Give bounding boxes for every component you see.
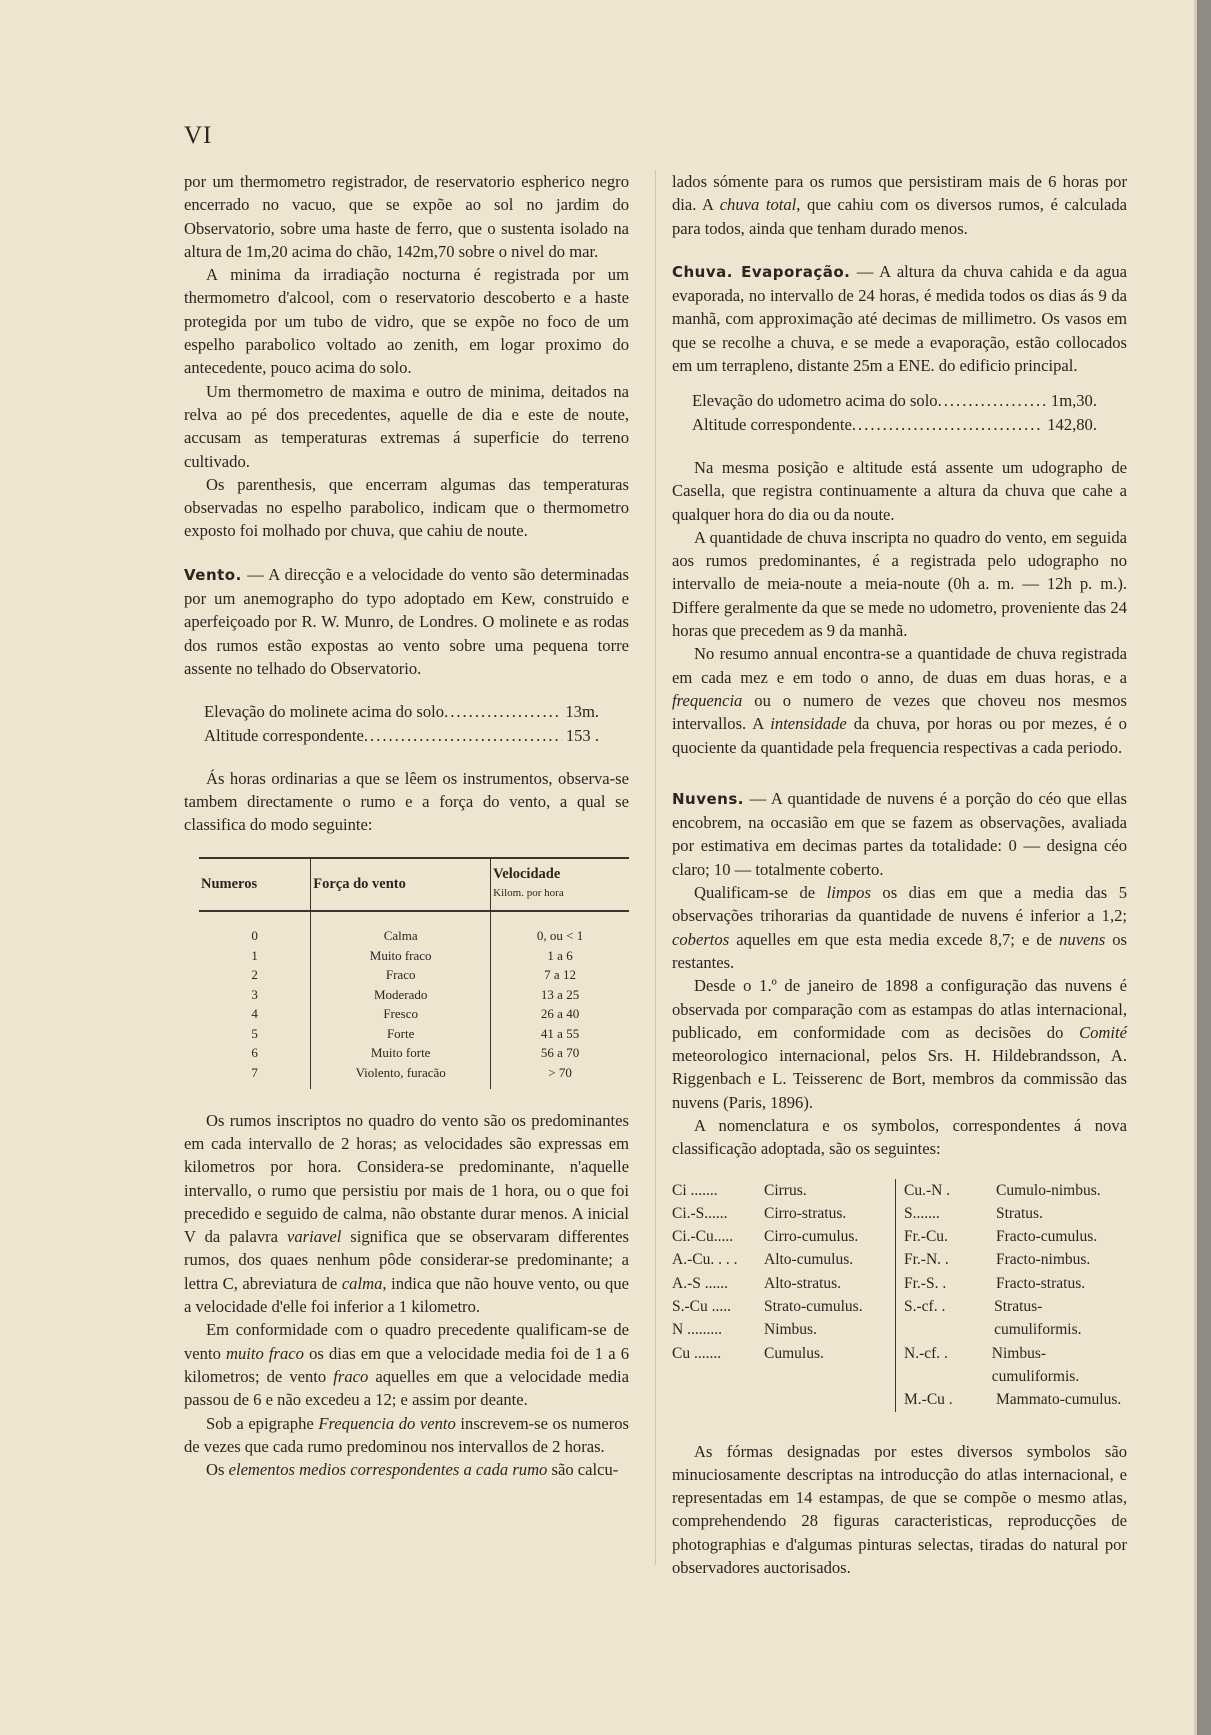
paragraph: Na mesma posição e altitude está assente um udographo de Casella, que registra continuamente a altura da chuva que cahe a qualquer hora do dia ou da noute. bbox=[672, 457, 1127, 524]
cloud-name: Cirrus. bbox=[764, 1181, 807, 1199]
cloud-classification-list bbox=[672, 1179, 1127, 1412]
cloud-name: Strato-cumulus. bbox=[764, 1298, 863, 1316]
text-run: os restantes. bbox=[672, 929, 1127, 972]
cell-velocidade: 13 a 25 bbox=[540, 986, 580, 1002]
cloud-list-left bbox=[672, 1179, 895, 1412]
column-divider bbox=[655, 170, 656, 1565]
col-header-velocidade-unit: Kilom. por hora bbox=[493, 887, 564, 900]
cloud-symbol: Fr.-S. . bbox=[904, 1274, 947, 1292]
section-heading: Chuva. Evaporação. bbox=[672, 262, 851, 281]
cloud-entry bbox=[672, 1225, 895, 1248]
paragraph bbox=[672, 642, 1127, 758]
col-header-velocidade-label: Velocidade bbox=[493, 865, 561, 882]
section-heading: Vento. bbox=[184, 565, 242, 584]
section-text: — A quantidade de nuvens é a porção do céo que ellas encobrem, na occasião em que se fazem as observações, avaliada por estimativa em decimas partes da totalidade: 0 — designa céo claro; 10 — totalmente coberto. bbox=[672, 788, 1127, 879]
table-row bbox=[199, 1043, 629, 1063]
cloud-name: Fracto-nimbus. bbox=[996, 1251, 1091, 1269]
spacer bbox=[184, 680, 629, 700]
section-heading: Nuvens. bbox=[672, 789, 744, 808]
cloud-name: Alto-stratus. bbox=[764, 1274, 842, 1292]
page-edge-shade bbox=[1194, 0, 1197, 1735]
cloud-name: Stratus-cumuliformis. bbox=[994, 1298, 1082, 1339]
cloud-entry bbox=[672, 1248, 895, 1271]
cell-forca: Moderado bbox=[311, 985, 491, 1005]
cell-velocidade: 41 a 55 bbox=[540, 1025, 580, 1041]
table-row bbox=[199, 946, 629, 966]
cloud-name: Fracto-cumulus. bbox=[996, 1228, 1098, 1246]
cloud-list-right bbox=[895, 1179, 1127, 1412]
cell-forca: Violento, furacão bbox=[311, 1063, 491, 1089]
spec-row bbox=[204, 724, 599, 747]
cloud-name: Cirro-cumulus. bbox=[764, 1228, 859, 1246]
spacer bbox=[184, 1089, 629, 1109]
cloud-symbol: M.-Cu . bbox=[904, 1391, 953, 1409]
cloud-symbol: Ci ....... bbox=[672, 1181, 718, 1199]
cell-numero: 2 bbox=[251, 967, 258, 983]
spacer bbox=[672, 759, 1127, 787]
text-run: No resumo annual encontra-se a quantidade de chuva registrada em cada mez e em todo o anno, de duas em duas horas, e a bbox=[672, 644, 1127, 687]
italic-term: chuva total bbox=[719, 195, 797, 215]
cell-velocidade: 1 a 6 bbox=[547, 947, 573, 963]
table-row bbox=[199, 965, 629, 985]
page-edge bbox=[1197, 0, 1211, 1735]
cloud-entry bbox=[904, 1272, 1127, 1295]
cloud-entry bbox=[672, 1295, 895, 1318]
cloud-entry bbox=[904, 1248, 1127, 1271]
spec-label: Altitude correspondente bbox=[204, 725, 364, 745]
text-run: meteorologico internacional, pelos Srs. H. Hildebrandsson, A. Riggenbach e L. Teisserenc de Bort, membros da commissão das nuvens (Paris, 1896). bbox=[672, 1046, 1127, 1112]
text-run: Os rumos inscriptos no quadro do vento são os predominantes em cada intervallo de 2 horas; as velocidades são expressas em kilometros por hora. Considera-se predominante, n'aquelle intervallo, o rumo que persistiu por mais de 1 hora, ou o que foi precedido e seguido de calma, não obstante durar menos. A inicial V da palavra bbox=[184, 1110, 629, 1247]
cloud-symbol: Cu ....... bbox=[672, 1344, 722, 1362]
spec-value: 1m,30. bbox=[1050, 391, 1097, 411]
text-run: inscrevem-se os numeros de vezes que cada rumo predominou nos intervallos de 2 horas. bbox=[184, 1413, 629, 1456]
cloud-symbol: Ci.-Cu..... bbox=[672, 1228, 734, 1246]
cloud-name: Fracto-stratus. bbox=[996, 1274, 1086, 1292]
section-chuva bbox=[672, 260, 1127, 377]
cell-numero: 6 bbox=[251, 1045, 258, 1061]
cell-numero: 3 bbox=[251, 986, 258, 1002]
cloud-symbol: Ci.-S...... bbox=[672, 1204, 728, 1222]
spec-row bbox=[204, 700, 599, 723]
text-run: aquelles em que a velocidade media passou de 6 e não excedeu a 12; e assim por deante. bbox=[184, 1366, 629, 1410]
cloud-entry bbox=[904, 1202, 1127, 1225]
text-run: os dias em que a media das 5 observações trihorarias da quantidade de nuvens é inferior a 1,2; bbox=[672, 883, 1127, 926]
cell-forca: Calma bbox=[311, 911, 491, 946]
table-row bbox=[199, 1004, 629, 1024]
page-number: VI bbox=[184, 122, 213, 149]
text-run: Desde o 1.º de janeiro de 1898 a configuração das nuvens é observada por comparação com as estampas do atlas internacional, publicado, em conformidade com as decisões do bbox=[672, 976, 1127, 1042]
cell-forca: Fraco bbox=[311, 965, 491, 985]
text-run: aquelles em que esta media excede 8,7; e de bbox=[729, 929, 1060, 949]
italic-term: variavel bbox=[286, 1227, 342, 1247]
text-run: lados sómente para os rumos que persistiram mais de 6 horas por dia. A bbox=[672, 172, 1127, 215]
spacer bbox=[184, 543, 629, 563]
paragraph bbox=[184, 1412, 629, 1459]
cell-velocidade: 56 a 70 bbox=[540, 1045, 580, 1061]
cloud-entry bbox=[672, 1272, 895, 1295]
cell-numero: 0 bbox=[251, 927, 258, 943]
section-text: — A altura da chuva cahida e da agua evaporada, no intervallo de 24 horas, é medida todos os dias ás 9 da manhã, com approximação até decimas de millimetro. Os vasos em que se recolhe a chuva, e se mede a evaporação, estão collocados em um terrapleno, distante 25m a ENE. do edificio principal. bbox=[672, 261, 1127, 376]
spec-label: Elevação do udometro acima do solo bbox=[692, 391, 938, 411]
cell-velocidade: 26 a 40 bbox=[540, 1006, 580, 1022]
cloud-entry bbox=[904, 1388, 1127, 1411]
italic-term: Frequencia do vento bbox=[318, 1413, 456, 1433]
cloud-symbol: Fr.-N. . bbox=[904, 1251, 949, 1269]
paragraph bbox=[184, 1458, 629, 1481]
cell-numero: 1 bbox=[251, 947, 258, 963]
text-run: Em conformidade com o quadro precedente qualificam-se de vento bbox=[184, 1320, 629, 1363]
paragraph: A nomenclatura e os symbolos, correspondentes á nova classificação adoptada, são os seguintes: bbox=[672, 1115, 1127, 1159]
cloud-entry bbox=[672, 1318, 895, 1341]
spacer bbox=[672, 1412, 1127, 1440]
spec-label: Altitude correspondente bbox=[692, 414, 852, 434]
cell-forca: Fresco bbox=[311, 1004, 491, 1024]
italic-term: elementos medios correspondentes a cada rumo bbox=[228, 1460, 548, 1480]
paragraph bbox=[672, 881, 1127, 974]
cloud-name: Alto-cumulus. bbox=[764, 1251, 854, 1269]
cloud-symbol: N ......... bbox=[672, 1321, 722, 1339]
col-header-numeros: Numeros bbox=[199, 858, 311, 911]
italic-term: muito fraco bbox=[226, 1343, 304, 1363]
table-row bbox=[199, 1063, 629, 1089]
italic-term: intensidade bbox=[770, 714, 847, 734]
udometro-specs bbox=[692, 389, 1097, 436]
italic-term: fraco bbox=[333, 1366, 369, 1386]
cloud-entry bbox=[904, 1295, 1127, 1342]
cloud-symbol: S.-Cu ..... bbox=[672, 1298, 731, 1316]
spacer bbox=[672, 1161, 1127, 1175]
cell-velocidade: > 70 bbox=[548, 1065, 572, 1081]
table-row bbox=[199, 911, 629, 946]
cloud-symbol: S.-cf. . bbox=[904, 1298, 946, 1316]
cloud-entry bbox=[672, 1179, 895, 1202]
col-header-velocidade bbox=[491, 858, 629, 911]
molinete-specs bbox=[204, 700, 599, 747]
section-vento bbox=[184, 563, 629, 680]
paragraph: Um thermometro de maxima e outro de minima, deitados na relva ao pé dos precedentes, aquelle de dia e este de noute, accusam as temperaturas extremas á superficie do terreno cultivado. bbox=[184, 381, 629, 471]
cloud-symbol: N.-cf. . bbox=[904, 1344, 948, 1362]
left-column bbox=[184, 170, 629, 1481]
cloud-entry bbox=[672, 1202, 895, 1225]
table-row bbox=[199, 1024, 629, 1044]
cell-forca: Forte bbox=[311, 1024, 491, 1044]
italic-term: nuvens bbox=[1059, 929, 1106, 949]
col-header-forca: Força do vento bbox=[311, 858, 491, 911]
cloud-entry bbox=[904, 1225, 1127, 1248]
spacer bbox=[184, 747, 629, 767]
spacer bbox=[184, 837, 629, 857]
cloud-symbol: A.-Cu. . . . bbox=[672, 1251, 738, 1269]
cell-velocidade: 7 a 12 bbox=[544, 967, 576, 983]
spacer bbox=[672, 436, 1127, 456]
italic-term: Comité bbox=[1079, 1022, 1127, 1042]
cell-numero: 7 bbox=[251, 1065, 258, 1081]
cloud-name: Nimbus-cumuliformis. bbox=[991, 1344, 1080, 1385]
spec-value: 153 . bbox=[565, 725, 599, 745]
text-run: Sob a epigraphe bbox=[206, 1413, 319, 1433]
wind-force-table bbox=[199, 857, 629, 1089]
paragraph: A minima da irradiação nocturna é registrada por um thermometro d'alcool, com o reservatorio descoberto e a haste protegida por um tubo de vidro, que se expõe no foco de um espelho parabolico voltado ao zenith, em logar proximo do antecedente, pouco acima do solo. bbox=[184, 265, 629, 378]
text-run: Qualificam-se de bbox=[694, 883, 827, 903]
leader-dots bbox=[444, 700, 561, 723]
text-run: , indica que não houve vento, ou que a velocidade d'elle foi inferior a 1 kilometro. bbox=[184, 1273, 629, 1317]
text-run: da chuva, por horas ou por mezes, é o quociente da quantidade pela frequencia respectivas a cada periodo. bbox=[672, 714, 1127, 757]
cell-forca: Muito forte bbox=[311, 1043, 491, 1063]
spec-value: 13m. bbox=[565, 702, 599, 722]
cloud-symbol: Cu.-N . bbox=[904, 1181, 951, 1199]
section-text: — A direcção e a velocidade do vento são determinadas por um anemographo do typo adoptado em Kew, construido e aperfeiçoado por R. W. Munro, de Londres. O molinete e as rodas dos rumos estão expostas ao vento sobre uma pequena torre assente no telhado do Observatorio. bbox=[184, 564, 629, 678]
cloud-symbol: S....... bbox=[904, 1204, 940, 1222]
text-run: são calcu- bbox=[547, 1460, 619, 1480]
cell-numero: 4 bbox=[251, 1006, 258, 1022]
spacer bbox=[672, 240, 1127, 260]
cloud-name: Nimbus. bbox=[764, 1321, 817, 1339]
cell-velocidade: 0, ou < 1 bbox=[536, 927, 584, 943]
italic-term: cobertos bbox=[672, 929, 730, 949]
spec-row bbox=[692, 413, 1097, 436]
text-run: , que cahiu com os diversos rumos, é calculada para todos, ainda que tenham durado menos. bbox=[672, 195, 1128, 238]
paragraph bbox=[184, 1109, 629, 1319]
cell-numero: 5 bbox=[251, 1025, 258, 1041]
cloud-name: Cirro-stratus. bbox=[764, 1204, 847, 1222]
paragraph: As fórmas designadas por estes diversos symbolos são minuciosamente descriptas na introducção do atlas internacional, e representadas em 14 estampas, de que se compõe o mesmo atlas, comprehendendo 28 figuras caracteristicas, reproducções de photographias e d'algumas pinturas selectas, tiradas do natural por observadores auctorisados. bbox=[672, 1441, 1127, 1578]
italic-term: limpos bbox=[826, 883, 871, 903]
cloud-name: Stratus. bbox=[996, 1204, 1043, 1222]
cloud-symbol: Fr.-Cu. bbox=[904, 1228, 948, 1246]
table-row bbox=[199, 985, 629, 1005]
cloud-symbol: A.-S ...... bbox=[672, 1274, 728, 1292]
cloud-entry bbox=[904, 1342, 1127, 1389]
cloud-entry bbox=[904, 1179, 1127, 1202]
leader-dots bbox=[852, 413, 1043, 436]
paragraph: Os parenthesis, que encerram algumas das temperaturas observadas no espelho parabolico, indicam que o thermometro exposto foi molhado por chuva, que cahiu de noute. bbox=[184, 474, 629, 541]
italic-term: frequencia bbox=[672, 690, 743, 710]
paragraph: A quantidade de chuva inscripta no quadro do vento, em seguida aos rumos predominantes, é a registrada pelo udographo no intervallo de meia-noute a meia-noute (0h a. m. — 12h p. m.). Differe geralmente da que se mede no udometro, proveniente das 24 horas que precedem as 9 da manhã. bbox=[672, 527, 1127, 641]
paragraph bbox=[672, 170, 1127, 240]
paragraph bbox=[672, 974, 1127, 1114]
cloud-name: Cumulus. bbox=[764, 1344, 824, 1362]
cell-forca: Muito fraco bbox=[311, 946, 491, 966]
text-run: ou o numero de vezes que choveu nos mesmos intervallos. A bbox=[672, 690, 1127, 734]
italic-term: calma bbox=[341, 1273, 383, 1293]
paragraph: por um thermometro registrador, de reservatorio espherico negro encerrado no vacuo, que se expõe ao sol no jardim do Observatorio, sobre uma haste de ferro, que o sustenta isolado na altura de 1m,20 acima do chão, 142m,70 sobre o nivel do mar. bbox=[184, 172, 629, 261]
text-run: significa que se observaram differentes rumos, dos quaes nenhum pôde considerar-se predominante; a lettra C, abreviatura de bbox=[184, 1227, 629, 1293]
spec-value: 142,80. bbox=[1047, 414, 1097, 434]
section-nuvens bbox=[672, 787, 1127, 881]
spacer bbox=[672, 377, 1127, 389]
cloud-name: Cumulo-nimbus. bbox=[996, 1181, 1101, 1199]
cloud-entry bbox=[672, 1342, 895, 1365]
spec-label: Elevação do molinete acima do solo bbox=[204, 702, 445, 722]
paragraph bbox=[184, 1318, 629, 1411]
paragraph: Ás horas ordinarias a que se lêem os instrumentos, observa-se tambem directamente o rumo e a força do vento, a qual se classifica do modo seguinte: bbox=[184, 768, 629, 835]
text-run: os dias em que a velocidade media foi de 1 a 6 kilometros; de vento bbox=[184, 1343, 629, 1386]
right-column bbox=[672, 170, 1127, 1579]
leader-dots bbox=[364, 724, 562, 747]
leader-dots bbox=[938, 389, 1047, 412]
cloud-name: Mammato-cumulus. bbox=[996, 1391, 1122, 1409]
spec-row bbox=[692, 389, 1097, 412]
text-run: Os bbox=[206, 1460, 229, 1480]
